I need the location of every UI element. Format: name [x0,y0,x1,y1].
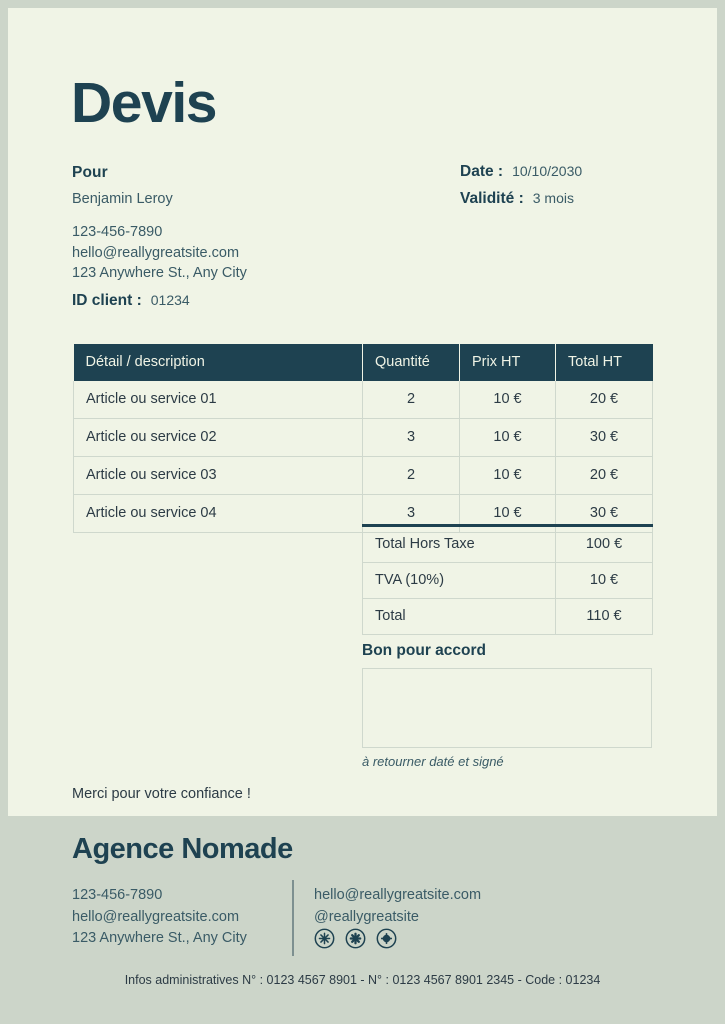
totals-label-subtotal: Total Hors Taxe [363,526,556,563]
cell-quantity: 2 [363,457,460,495]
totals-row-subtotal [363,526,653,563]
page-frame-left [0,0,8,816]
column-header-unit-price: Prix HT [460,344,556,381]
recipient-contact-block [72,222,247,284]
thanks-message: Merci pour votre confiance ! [72,786,251,802]
footer-social-email: hello@reallygreatsite.com [314,887,482,903]
company-name: Agence Nomade [72,833,293,865]
cell-quantity: 3 [363,495,460,533]
recipient-name: Benjamin Leroy [72,191,173,207]
cell-unit-price: 10 € [460,495,556,533]
footer-social-handle: @reallygreatsite [314,908,419,925]
footer-social-column [314,885,481,928]
validity-row [460,190,582,208]
totals-row-grand-total [363,599,653,635]
cell-total: 30 € [556,495,653,533]
footer-address: 123 Anywhere St., Any City [72,930,247,946]
agreement-title: Bon pour accord [362,642,487,659]
cell-total: 30 € [556,419,653,457]
totals-value-grand-total: 110 € [556,599,653,635]
footer-email: hello@reallygreatsite.com [72,908,240,925]
cell-description: Article ou service 02 [74,419,363,457]
client-id-row [72,292,190,310]
social-badge-icon-2[interactable] [345,928,366,949]
footer-phone: 123-456-7890 [72,887,163,903]
column-header-description: Détail / description [74,344,363,381]
footer-vertical-divider [292,880,294,956]
table-row [74,381,653,419]
cell-description: Article ou service 03 [74,457,363,495]
table-row [74,419,653,457]
recipient-email: hello@reallygreatsite.com [72,244,240,261]
signature-box[interactable] [362,668,652,748]
cell-total: 20 € [556,457,653,495]
line-items-body [74,381,653,533]
validity-value: 3 mois [532,190,574,206]
page-frame-top [0,0,725,8]
agreement-note: à retourner daté et signé [362,754,504,769]
table-header-row [74,344,653,381]
totals-table [362,524,653,635]
recipient-address: 123 Anywhere St., Any City [72,265,247,281]
totals-value-subtotal: 100 € [556,526,653,563]
totals-value-tax: 10 € [556,563,653,599]
client-id-label: ID client : [72,292,142,309]
footer-contact-column [72,885,247,950]
totals-row-tax [363,563,653,599]
totals-label-grand-total: Total [363,599,556,635]
column-header-total: Total HT [556,344,653,381]
cell-unit-price: 10 € [460,381,556,419]
client-id-value: 01234 [150,292,190,308]
cell-unit-price: 10 € [460,419,556,457]
table-row [74,457,653,495]
validity-label: Validité : [460,190,524,207]
cell-description: Article ou service 01 [74,381,363,419]
document-footer [0,816,725,1024]
totals-label-tax: TVA (10%) [363,563,556,599]
recipient-label: Pour [72,164,108,181]
page-title: Devis [71,71,217,135]
social-badge-icon-1[interactable] [314,928,335,949]
cell-unit-price: 10 € [460,457,556,495]
date-label: Date : [460,163,504,180]
recipient-phone: 123-456-7890 [72,224,163,240]
social-badge-icon-3[interactable] [376,928,397,949]
date-value: 10/10/2030 [512,163,583,179]
line-items-table [73,344,653,533]
cell-description: Article ou service 04 [74,495,363,533]
document-meta-block [460,163,582,217]
social-links-row [314,928,397,949]
date-row [460,163,582,181]
cell-quantity: 2 [363,381,460,419]
page-frame-right [717,0,725,816]
column-header-quantity: Quantité [363,344,460,381]
cell-total: 20 € [556,381,653,419]
legal-info-line: Infos administratives N° : 0123 4567 8901 - N° : 0123 4567 8901 2345 - Code : 01234 [124,973,601,987]
cell-quantity: 3 [363,419,460,457]
